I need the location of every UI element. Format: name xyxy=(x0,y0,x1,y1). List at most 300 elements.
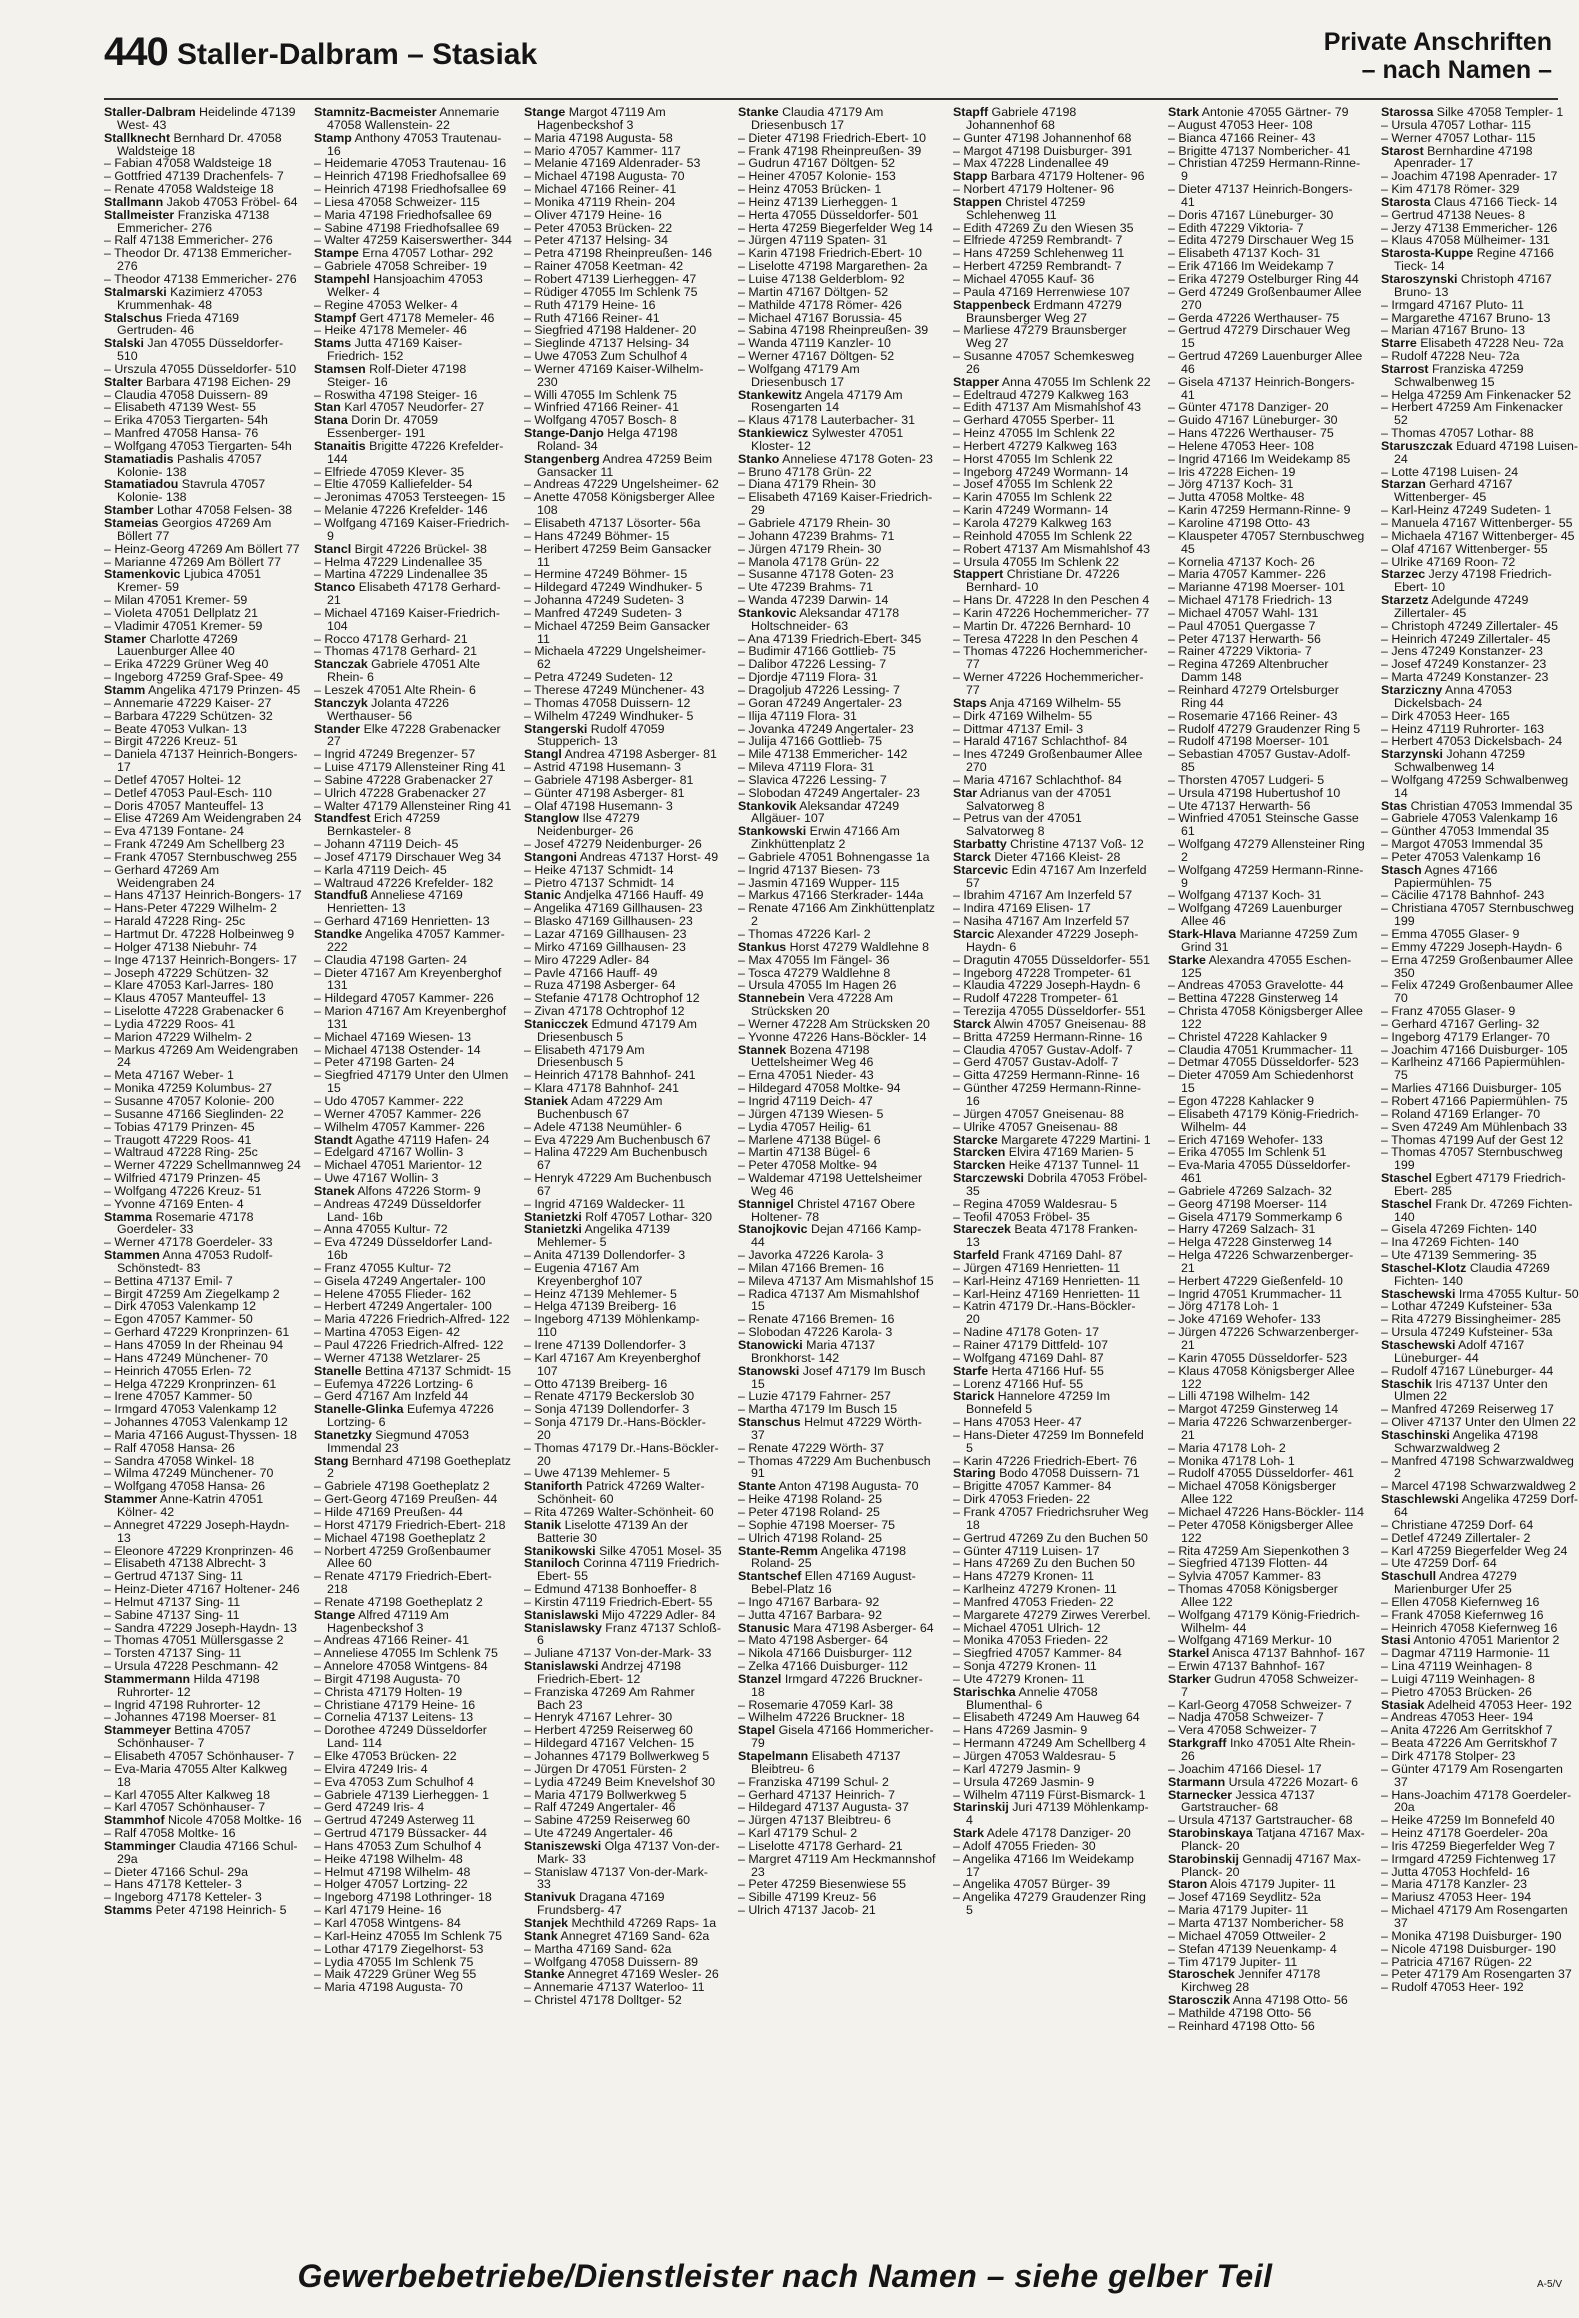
directory-entry: – Walter 47179 Allensteiner Ring 41 xyxy=(314,798,512,813)
directory-entry: – Herta 47055 Düsseldorfer- 501 xyxy=(738,207,919,222)
directory-entry: – Renate 47179 Friedrich-Ebert- 218 xyxy=(314,1569,492,1597)
directory-entry: – Elisabeth 47169 Kaiser-Friedrich- 29 xyxy=(738,490,933,518)
directory-entry: Stanislawski Mijo 47229 Adler- 84 xyxy=(524,1607,716,1622)
directory-entry: Stamsen Rolf-Dieter 47198 Steiger- 16 xyxy=(314,361,467,389)
directory-entry: – Helene 47053 Heer- 108 xyxy=(1168,438,1315,453)
surname: Stanzel xyxy=(738,1671,782,1686)
directory-entry: – Joachim 47166 Diesel- 17 xyxy=(1168,1761,1322,1776)
directory-entry: – Nadine 47178 Goten- 17 xyxy=(953,1325,1100,1340)
directory-entry: Stanusic Mara 47198 Asberger- 64 xyxy=(738,1620,934,1635)
directory-entry: – Blasko 47169 Gillhausen- 23 xyxy=(524,914,693,929)
directory-entry: – Ingrid 47137 Biesen- 73 xyxy=(738,862,880,877)
directory-entry: Stanislawsky Franz 47137 Schloß- 6 xyxy=(524,1620,721,1648)
directory-entry: – Cornelia 47137 Leitens- 13 xyxy=(314,1710,474,1725)
directory-entry: Stanietzki Rolf 47057 Lothar- 320 xyxy=(524,1209,713,1224)
surname: Stanik xyxy=(524,1517,562,1532)
directory-entry: – Gertrud 47138 Neues- 8 xyxy=(1381,207,1525,222)
surname: Starcic xyxy=(953,927,995,941)
directory-entry: – Ingo 47167 Barbara- 92 xyxy=(738,1594,880,1609)
directory-entry: – Angelika 47057 Bürger- 39 xyxy=(953,1877,1111,1892)
directory-entry: Stalmarski Kazimierz 47053 Krummenhak- 48 xyxy=(104,284,263,312)
surname: Stammhof xyxy=(104,1813,165,1828)
directory-entry: Stark-Hlava Marianne 47259 Zum Grind 31 xyxy=(1168,927,1358,954)
directory-entry: – Dirk 47178 Stolper- 23 xyxy=(1381,1749,1516,1763)
directory-entry: – Vera 47058 Schweizer- 7 xyxy=(1168,1723,1317,1738)
surname: Stanczyk xyxy=(314,695,368,710)
directory-entry: – Eva-Maria 47055 Düsseldorfer- 461 xyxy=(1168,1158,1351,1186)
directory-entry: Stange Margot 47119 Am Hagenbeckshof 3 xyxy=(524,105,666,132)
directory-entry: – Brigitte 47137 Nombericher- 41 xyxy=(1168,143,1351,158)
directory-entry: Starfeld Frank 47169 Dahl- 87 xyxy=(953,1248,1123,1263)
directory-entry: – Max 47055 Im Fängel- 36 xyxy=(738,952,890,967)
directory-entry: – Frank 47057 Sternbuschweg 255 xyxy=(104,849,297,864)
directory-entry: – Sabine 47259 Reiserweg 60 xyxy=(524,1813,691,1828)
directory-entry: Starczewski Dobrila 47053 Fröbel- 35 xyxy=(953,1171,1148,1198)
directory-entry: – Anita 47139 Dollendorfer- 3 xyxy=(524,1248,686,1263)
surname: Starfe xyxy=(953,1363,989,1378)
directory-entry: – Joke 47169 Wehofer- 133 xyxy=(1168,1312,1321,1327)
directory-entry: Stange-Danjo Helga 47198 Roland- 34 xyxy=(524,426,678,453)
surname: Stangenberg xyxy=(524,451,600,466)
directory-entry: – Ingeborg 47249 Wormann- 14 xyxy=(953,464,1129,479)
surname: Stas xyxy=(1381,798,1408,813)
directory-entry: – Gudrun 47167 Döltgen- 52 xyxy=(738,156,896,171)
directory-entry: – Peter 47198 Garten- 24 xyxy=(314,1055,455,1070)
directory-entry: – Irmgard 47167 Pluto- 11 xyxy=(1381,297,1525,312)
directory-entry: – Urszula 47055 Düsseldorfer- 510 xyxy=(104,361,297,376)
directory-entry: – Angelika 47166 Im Weidekamp 17 xyxy=(953,1851,1134,1879)
directory-entry: – Thomas 47226 Karl- 2 xyxy=(738,927,871,941)
directory-entry: – Mathilde 47178 Römer- 426 xyxy=(738,297,902,312)
directory-entry: – Budimir 47166 Gottlieb- 75 xyxy=(738,644,896,659)
directory-entry: – Holger 47138 Niebuhr- 74 xyxy=(104,939,257,954)
directory-entry: – Zelka 47166 Duisburger- 112 xyxy=(738,1659,908,1674)
directory-entry: – Patricia 47167 Rügen- 22 xyxy=(1381,1954,1532,1969)
directory-entry: – Peter 47058 Moltke- 94 xyxy=(738,1158,878,1173)
directory-entry: Staschel-Klotz Claudia 47269 Fichten- 140 xyxy=(1381,1260,1550,1288)
directory-entry: – Peter 47053 Brücken- 22 xyxy=(524,220,673,235)
directory-entry: – Pavle 47166 Hauff- 49 xyxy=(524,965,658,980)
surname: Stapel xyxy=(738,1723,776,1738)
directory-entry: – Hildegard 47057 Kammer- 226 xyxy=(314,991,494,1006)
directory-entry: – Melanie 47226 Krefelder- 146 xyxy=(314,503,488,518)
directory-entry: – Helga 47226 Schwarzenberger- 21 xyxy=(1168,1248,1354,1275)
directory-entry: – Ellen 47058 Kiefernweg 16 xyxy=(1381,1594,1540,1609)
directory-entry: – Peter 47137 Herwarth- 56 xyxy=(1168,631,1321,646)
surname: Starre xyxy=(1381,336,1417,351)
surname: Starck xyxy=(953,1016,991,1031)
directory-entry: – Hildegard 47167 Velchen- 15 xyxy=(524,1736,695,1751)
directory-entry: – Wolfgang 47169 Merkur- 10 xyxy=(1168,1633,1332,1648)
directory-entry: – Hilde 47169 Preußen- 44 xyxy=(314,1504,463,1519)
directory-entry: Starbatty Christine 47137 Voß- 12 xyxy=(953,837,1144,852)
surname: Stanko xyxy=(738,451,780,466)
directory-entry: – Klaus 47058 Königsberger Allee 122 xyxy=(1168,1363,1355,1391)
page-number: 440 xyxy=(104,30,168,74)
surname: Starosta xyxy=(1381,194,1431,209)
directory-entry: – Werner 47228 Am Strücksken 20 xyxy=(738,1016,930,1031)
directory-entry: – Thomas 47051 Müllersgasse 2 xyxy=(104,1633,284,1648)
directory-entry: – Karl-Heinz 47169 Henrietten- 11 xyxy=(953,1286,1141,1301)
directory-entry: Stallmeister Franziska 47138 Emmericher- 276 xyxy=(104,207,270,235)
directory-entry: – Milan 47166 Bremen- 16 xyxy=(738,1260,885,1275)
surname: Stappenbeck xyxy=(953,297,1031,312)
directory-entry: – Melanie 47169 Aldenrader- 53 xyxy=(524,156,701,171)
directory-entry: – Gisela 47137 Heinrich-Bongers- 41 xyxy=(1168,374,1355,402)
surname: Stankus xyxy=(738,939,787,954)
directory-entry: – Detlef 47053 Paul-Esch- 110 xyxy=(104,785,272,800)
directory-entry: – Jürgen 47139 Wiesen- 5 xyxy=(738,1106,884,1121)
directory-entry: – Peter 47137 Helsing- 34 xyxy=(524,233,668,248)
directory-entry: – Marian 47167 Bruno- 13 xyxy=(1381,323,1525,338)
directory-entry: – Wilhelm 47057 Kammer- 226 xyxy=(314,1119,485,1134)
surname: Standt xyxy=(314,1132,353,1147)
directory-entry: Stasiak Adelheid 47053 Heer- 192 xyxy=(1381,1697,1572,1712)
directory-entry: Starosta Claus 47166 Tieck- 14 xyxy=(1381,194,1558,209)
directory-entry: Stanek Alfons 47226 Storm- 9 xyxy=(314,1183,481,1198)
directory-entry: – Hans 47279 Kronen- 11 xyxy=(953,1569,1094,1584)
directory-entry: – Thomas 47058 Königsberger Allee 122 xyxy=(1168,1582,1338,1609)
directory-entry: Starzan Gerhard 47167 Wittenberger- 45 xyxy=(1381,477,1513,505)
directory-entry: Staroschek Jennifer 47178 Kirchweg 28 xyxy=(1168,1967,1321,1995)
directory-entry: Staschel Frank Dr. 47269 Fichten- 140 xyxy=(1381,1196,1573,1224)
surname: Stang xyxy=(314,1453,349,1468)
surname: Starobinskaya xyxy=(1168,1826,1253,1841)
directory-entry: – Ursula 47137 Gartstraucher- 68 xyxy=(1168,1813,1353,1828)
directory-entry: – Irene 47057 Kammer- 50 xyxy=(104,1389,253,1404)
directory-entry: Stank Annegret 47169 Sand- 62a xyxy=(524,1928,710,1943)
directory-entry: Starzec Jerzy 47198 Friedrich-Ebert- 10 xyxy=(1381,567,1552,595)
directory-entry: – Claudia 47051 Krummacher- 11 xyxy=(1168,1042,1354,1057)
directory-entry: – Angelika 47169 Gillhausen- 23 xyxy=(524,901,703,916)
directory-columns xyxy=(104,105,1579,2246)
surname: Stamer xyxy=(104,631,147,646)
surname: Stameias xyxy=(104,516,159,530)
directory-entry: – Karin 47055 Im Schlenk 22 xyxy=(953,490,1113,505)
directory-entry: – Sandra 47229 Joseph-Haydn- 13 xyxy=(104,1620,297,1635)
directory-entry: – Birgit 47226 Kreuz- 51 xyxy=(104,734,238,749)
directory-entry: – Eva 47053 Zum Schulhof 4 xyxy=(314,1774,474,1789)
directory-entry: – Uwe 47167 Wollin- 3 xyxy=(314,1171,439,1186)
directory-entry: – Mato 47198 Asberger- 64 xyxy=(738,1633,889,1648)
directory-entry: – Monika 47119 Rhein- 204 xyxy=(524,194,676,209)
directory-entry: – Wolfgang 47058 Hansa- 26 xyxy=(104,1479,265,1494)
directory-entry: Starcic Alexander 47229 Joseph-Haydn- 6 xyxy=(953,927,1139,954)
directory-entry: – Ute 47137 Herwarth- 56 xyxy=(1168,798,1311,813)
directory-entry: – Manfred 47053 Frieden- 22 xyxy=(953,1594,1114,1609)
directory-entry: Stamma Rosemarie 47178 Goerdeler- 33 xyxy=(104,1209,254,1237)
directory-entry: – Elisabeth 47138 Albrecht- 3 xyxy=(104,1556,266,1571)
directory-entry: – Bruno 47178 Grün- 22 xyxy=(738,464,872,479)
surname: Stange-Danjo xyxy=(524,426,604,441)
directory-entry: – Gitta 47259 Hermann-Rinne- 16 xyxy=(953,1068,1140,1083)
directory-entry: – Monika 47259 Kolumbus- 27 xyxy=(104,1081,273,1096)
directory-entry: – Detlef 47249 Zillertaler- 2 xyxy=(1381,1530,1531,1545)
surname: Stammeyer xyxy=(104,1723,171,1738)
directory-entry: – Hildegard 47137 Augusta- 37 xyxy=(738,1800,909,1815)
directory-entry: – Dirk 47053 Frieden- 22 xyxy=(953,1492,1091,1507)
directory-entry: – Michael 47178 Friedrich- 13 xyxy=(1168,593,1332,608)
directory-entry: – Sebastian 47057 Gustav-Adolf- 85 xyxy=(1168,747,1351,775)
directory-entry: – Ina 47269 Fichten- 140 xyxy=(1381,1235,1519,1250)
surname: Stanivuk xyxy=(524,1890,576,1905)
directory-entry: – Edeltraud 47279 Kalkweg 163 xyxy=(953,387,1129,402)
directory-entry: – Lina 47119 Weinhagen- 8 xyxy=(1381,1659,1533,1674)
directory-entry: – Thomas 47057 Sternbuschweg 199 xyxy=(1381,1145,1563,1173)
directory-entry: – Michael 47051 Marientor- 12 xyxy=(314,1158,483,1173)
directory-entry: – Werner 47226 Hochemmericher- 77 xyxy=(953,670,1144,697)
directory-entry: – Claudia 47198 Garten- 24 xyxy=(314,952,467,967)
surname: Stalski xyxy=(104,336,144,351)
directory-entry: – Klaus 47178 Lauterbacher- 31 xyxy=(738,413,916,428)
directory-entry: – Elke 47053 Brücken- 22 xyxy=(314,1749,457,1763)
surname: Stamminger xyxy=(104,1838,176,1853)
directory-entry: – Pietro 47137 Schmidt- 14 xyxy=(524,875,675,890)
directory-entry: Stams Jutta 47169 Kaiser-Friedrich- 152 xyxy=(314,336,463,364)
directory-entry: – Michael 47169 Wiesen- 13 xyxy=(314,1029,472,1044)
directory-entry: – Bettina 47137 Emil- 7 xyxy=(104,1273,233,1288)
directory-entry: – Heike 47137 Schmidt- 14 xyxy=(524,862,674,877)
directory-entry: – Gisela 47249 Angertaler- 100 xyxy=(314,1273,486,1288)
directory-entry: Stanczyk Jolanta 47226 Werthauser- 56 xyxy=(314,695,450,723)
directory-entry: – Susanne 47178 Goten- 23 xyxy=(738,567,894,582)
surname: Stanikowski xyxy=(524,1543,596,1558)
directory-entry: Starinskij Juri 47139 Möhlenkamp- 4 xyxy=(953,1800,1149,1828)
directory-entry: – Walter 47259 Kaiserswerther- 344 xyxy=(314,233,512,248)
directory-entry: – Stefanie 47178 Ochtrophof 12 xyxy=(524,991,700,1006)
directory-entry: – Petrus van der 47051 Salvatorweg 8 xyxy=(953,811,1082,839)
directory-entry: – Helga 47139 Breiberg- 16 xyxy=(524,1299,677,1314)
directory-entry: Stankovic Aleksandar 47178 Holtschneider- 63 xyxy=(738,605,900,633)
directory-entry: – Sieglinde 47137 Helsing- 34 xyxy=(524,336,690,351)
directory-entry: Stamatiadou Stavrula 47057 Kolonie- 138 xyxy=(104,477,266,505)
directory-entry: – Nikola 47166 Duisburger- 112 xyxy=(738,1646,913,1661)
directory-entry: – Theodor 47138 Emmericher- 276 xyxy=(104,271,297,286)
directory-entry: – Ulrike 47169 Roon- 72 xyxy=(1381,554,1516,569)
directory-entry: – Wolfgang 47279 Allensteiner Ring 2 xyxy=(1168,837,1365,864)
directory-entry: – Renate 47166 Am Zinkhüttenplatz 2 xyxy=(738,901,936,929)
directory-entry: – Hans 47226 Werthauser- 75 xyxy=(1168,426,1334,441)
surname: Stasi xyxy=(1381,1633,1411,1648)
directory-entry: – Heidemarie 47053 Trautenau- 16 xyxy=(314,156,507,171)
directory-entry: – Tim 47179 Jupiter- 11 xyxy=(1168,1954,1298,1969)
directory-entry: Stanglow Ilse 47279 Neidenburger- 26 xyxy=(524,811,640,839)
directory-entry: – Anneliese 47055 Im Schlenk 75 xyxy=(314,1646,498,1661)
directory-entry: – Herbert 47229 Gießenfeld- 10 xyxy=(1168,1273,1343,1288)
directory-entry: – Gottfried 47139 Drachenfels- 7 xyxy=(104,169,284,184)
directory-entry: – Rudolf 47167 Lüneburger- 44 xyxy=(1381,1363,1554,1378)
directory-entry: – Edita 47279 Dirschauer Weg 15 xyxy=(1168,233,1354,248)
directory-entry: – Manfred 47198 Schwarzwaldweg 2 xyxy=(1381,1453,1574,1481)
surname: Staschull xyxy=(1381,1569,1437,1584)
directory-entry: Stante-Remm Angelika 47198 Roland- 25 xyxy=(738,1543,907,1571)
directory-entry: – Karoline 47198 Otto- 43 xyxy=(1168,516,1310,530)
surname: Starczewski xyxy=(953,1171,1024,1186)
directory-entry: Stalski Jan 47055 Düsseldorfer- 510 xyxy=(104,336,284,364)
directory-entry: – Werner 47057 Kammer- 226 xyxy=(314,1106,482,1121)
directory-entry: Stangerski Rudolf 47059 Stupperich- 13 xyxy=(524,721,665,749)
directory-entry: – Hermine 47249 Böhmer- 15 xyxy=(524,567,688,582)
directory-entry: – Wolfgang 47169 Kaiser-Friedrich- 9 xyxy=(314,516,510,543)
directory-entry: – Markus 47166 Sterkrader- 144a xyxy=(738,888,924,903)
directory-entry: Starck Dieter 47166 Kleist- 28 xyxy=(953,849,1121,864)
directory-entry: – Elisabeth 47179 König-Friedrich-Wilhelm- 44 xyxy=(1168,1106,1359,1134)
directory-entry: – Josef 47179 Dirschauer Weg 34 xyxy=(314,849,502,864)
directory-entry: Starziczny Anna 47053 Dickelsbach- 24 xyxy=(1381,682,1512,710)
surname: Stanietzki xyxy=(524,1222,582,1237)
directory-entry: – Edith 47269 Zu den Wiesen 35 xyxy=(953,220,1134,235)
directory-entry: – Joachim 47166 Duisburger- 105 xyxy=(1381,1042,1568,1057)
directory-entry: Stankowski Erwin 47166 Am Zinkhüttenplatz 2 xyxy=(738,824,900,852)
directory-entry: – Gerda 47226 Werthauser- 75 xyxy=(1168,310,1340,325)
directory-entry: Stampehl Hansjoachim 47053 Welker- 4 xyxy=(314,271,483,299)
directory-entry: – Slobodan 47226 Karola- 3 xyxy=(738,1325,893,1340)
directory-entry: Starick Hannelore 47259 Im Bonnefeld 5 xyxy=(953,1389,1111,1417)
directory-entry: – Harald 47228 Ring- 25c xyxy=(104,914,246,929)
directory-entry: – Reinhard 47279 Ortelsburger Ring 44 xyxy=(1168,682,1339,710)
directory-entry: – Jasmin 47169 Wupper- 115 xyxy=(738,875,900,890)
directory-entry: – Mileva 47119 Flora- 31 xyxy=(738,760,875,775)
directory-entry: – Gabriele 47198 Goetheplatz 2 xyxy=(314,1479,490,1494)
surname: Stareczek xyxy=(953,1222,1011,1237)
directory-entry: – Marion 47229 Wilhelm- 2 xyxy=(104,1029,253,1044)
directory-entry: – Georg 47198 Moerser- 114 xyxy=(1168,1196,1327,1211)
surname: Stasch xyxy=(1381,862,1422,877)
surname: Stanislawski xyxy=(524,1607,599,1622)
directory-entry: – Waltraud 47226 Krefelder- 182 xyxy=(314,875,494,890)
directory-entry: – Heinrich 47198 Friedhofsallee 69 xyxy=(314,182,507,197)
directory-entry: – Pietro 47053 Brücken- 26 xyxy=(1381,1684,1532,1699)
directory-entry: – Michael 47198 Augusta- 70 xyxy=(524,169,685,184)
directory-entry: Staschewski Irma 47055 Kultur- 50 xyxy=(1381,1286,1579,1301)
directory-entry: – Karl 47167 Am Kreyenberghof 107 xyxy=(524,1350,701,1378)
surname: Staschel xyxy=(1381,1171,1432,1186)
directory-entry: – Peter 47058 Königsberger Allee 122 xyxy=(1168,1517,1354,1545)
directory-entry: Staron Alois 47179 Jupiter- 11 xyxy=(1168,1877,1336,1892)
directory-entry: – Wilhelm 47119 Fürst-Bismarck- 1 xyxy=(953,1787,1146,1802)
directory-entry: – Herbert 47279 Kalkweg 163 xyxy=(953,438,1117,453)
directory-entry: – Annemarie 47137 Waterloo- 11 xyxy=(524,1980,705,1995)
directory-entry: – Joseph 47229 Schützen- 32 xyxy=(104,965,269,980)
directory-entry: – Günter 47119 Luisen- 17 xyxy=(953,1543,1100,1558)
surname: Starcken xyxy=(953,1158,1006,1173)
directory-entry: – Daniela 47137 Heinrich-Bongers- 17 xyxy=(104,747,298,775)
directory-entry: – Jörg 47137 Koch- 31 xyxy=(1168,477,1294,492)
directory-entry: – Helga 47228 Ginsterweg 14 xyxy=(1168,1235,1332,1250)
directory-column-4 xyxy=(738,106,936,2246)
directory-entry: – Dieter 47166 Schul- 29a xyxy=(104,1864,248,1879)
directory-entry: – Udo 47057 Kammer- 222 xyxy=(314,1093,464,1108)
directory-entry: – Klara 47178 Bahnhof- 241 xyxy=(524,1081,680,1096)
directory-entry: Starcken Elvira 47169 Marien- 5 xyxy=(953,1145,1134,1160)
directory-entry: Stanzel Irmgard 47226 Bruckner- 18 xyxy=(738,1671,923,1699)
surname: Stapper xyxy=(953,374,1000,389)
surname: Stanco xyxy=(314,580,356,595)
directory-entry: – Jovanka 47249 Angertaler- 23 xyxy=(738,721,914,736)
directory-entry: Stalter Barbara 47198 Eichen- 29 xyxy=(104,374,291,389)
directory-entry: – Djordje 47119 Flora- 31 xyxy=(738,670,878,685)
directory-entry: – Martin 47167 Döltgen- 52 xyxy=(738,284,889,299)
directory-entry: – Elisabeth 47179 Am Driesenbusch 5 xyxy=(524,1042,645,1070)
directory-entry: – Renate 47058 Waldsteige 18 xyxy=(104,182,274,197)
directory-entry: Standke Angelika 47057 Kammer- 222 xyxy=(314,927,505,954)
directory-entry: – Wanda 47119 Kanzler- 10 xyxy=(738,336,891,351)
directory-entry: – Reinhold 47055 Im Schlenk 22 xyxy=(953,528,1133,543)
surname: Stamatiadis xyxy=(104,451,174,466)
directory-entry: – Lilli 47198 Wilhelm- 142 xyxy=(1168,1389,1310,1404)
directory-entry: – Ute 47279 Kronen- 11 xyxy=(953,1671,1085,1686)
surname: Stander xyxy=(314,721,361,736)
directory-entry: – Monika 47178 Loh- 1 xyxy=(1168,1453,1295,1468)
directory-entry: Stander Elke 47228 Grabenacker 27 xyxy=(314,721,501,749)
directory-entry: – Rosemarie 47166 Reiner- 43 xyxy=(1168,708,1338,723)
directory-entry: – Jürgen 47057 Gneisenau- 88 xyxy=(953,1106,1124,1121)
surname: Star xyxy=(953,785,978,800)
directory-entry: – Meta 47167 Weber- 1 xyxy=(104,1068,234,1083)
directory-entry: Stas Christian 47053 Immendal 35 xyxy=(1381,798,1573,813)
directory-entry: Stappen Christel 47259 Schlehenweg 11 xyxy=(953,194,1086,222)
directory-entry: – Otto 47139 Breiberg- 16 xyxy=(524,1376,668,1391)
directory-entry: – Christa 47179 Holten- 19 xyxy=(314,1684,463,1699)
directory-entry: – Michael 47051 Ulrich- 12 xyxy=(953,1620,1101,1635)
directory-entry: – Hans-Dieter 47259 Im Bonnefeld 5 xyxy=(953,1427,1144,1455)
directory-entry: Stammen Anna 47053 Rudolf-Schönstedt- 83 xyxy=(104,1248,273,1275)
directory-entry: – Heinrich 47198 Friedhofsallee 69 xyxy=(314,169,507,184)
directory-entry: Stappert Christiane Dr. 47226 Bernhard- 10 xyxy=(953,567,1120,595)
directory-entry: – Rita 47259 Am Siepenkothen 3 xyxy=(1168,1543,1350,1558)
directory-entry: Stamminger Claudia 47166 Schul- 29a xyxy=(104,1838,298,1866)
directory-entry: – Gabriele 47269 Salzach- 32 xyxy=(1168,1183,1332,1198)
directory-entry: – Gertrud 47279 Dirschauer Weg 15 xyxy=(1168,323,1351,351)
directory-entry: – Günter 47178 Danziger- 20 xyxy=(1168,400,1329,415)
directory-entry: – Christa 47058 Königsberger Allee 122 xyxy=(1168,1004,1363,1031)
surname: Starinskij xyxy=(953,1800,1009,1815)
directory-entry: – Heinz-Georg 47269 Am Böllert 77 xyxy=(104,541,300,556)
directory-entry: – Maria 47179 Bollwerkweg 5 xyxy=(524,1787,687,1802)
directory-entry: – Edith 47137 Am Mismahlshof 43 xyxy=(953,400,1142,415)
surname: Staschel xyxy=(1381,1196,1432,1211)
surname: Starosczik xyxy=(1168,1993,1230,2008)
directory-entry: – Doris 47057 Manteuffel- 13 xyxy=(104,798,264,813)
directory-entry: – Günther 47259 Hermann-Rinne- 16 xyxy=(953,1081,1142,1108)
directory-entry: – Werner 47057 Lothar- 115 xyxy=(1381,130,1536,145)
directory-entry: – Christel 47228 Kahlacker 9 xyxy=(1168,1029,1328,1044)
directory-entry: – Rudolf 47053 Heer- 192 xyxy=(1381,1980,1524,1995)
directory-entry: – Ralf 47138 Emmericher- 276 xyxy=(104,233,273,248)
directory-entry: – Paul 47226 Friedrich-Alfred- 122 xyxy=(314,1338,504,1352)
directory-entry: Starrost Franziska 47259 Schwalbenweg 15 xyxy=(1381,361,1524,389)
directory-entry: – Werner 47138 Wetzlarer- 25 xyxy=(314,1350,481,1365)
directory-entry: – Wolfgang 47259 Hermann-Rinne- 9 xyxy=(1168,862,1364,890)
directory-entry: Starfe Herta 47166 Huf- 55 xyxy=(953,1363,1104,1378)
directory-entry: – Regina 47059 Waldesrau- 5 xyxy=(953,1196,1118,1211)
directory-entry: – Lydia 47249 Beim Knevelshof 30 xyxy=(524,1774,716,1789)
directory-entry: – Gabriele 47051 Bohnengasse 1a xyxy=(738,849,930,864)
surname: Starker xyxy=(1168,1671,1211,1686)
directory-entry: – Winfried 47166 Reiner- 41 xyxy=(524,400,679,415)
directory-entry: – Wanda 47239 Darwin- 14 xyxy=(738,593,889,608)
directory-entry: – Mirko 47169 Gillhausen- 23 xyxy=(524,939,686,954)
directory-entry: – Hermann 47249 Am Schellberg 4 xyxy=(953,1736,1146,1751)
directory-entry: – Manfred 47058 Hansa- 76 xyxy=(104,426,259,441)
directory-entry: – Ursula 47055 Im Schlenk 22 xyxy=(953,554,1119,569)
directory-entry: Starost Bernhardine 47198 Apenrader- 17 xyxy=(1381,143,1533,171)
directory-entry: – Ralf 47058 Hansa- 26 xyxy=(104,1440,235,1455)
directory-entry: – Christiane 47259 Dorf- 64 xyxy=(1381,1517,1534,1532)
directory-entry: Stan Karl 47057 Neudorfer- 27 xyxy=(314,400,485,415)
directory-entry: Stallmann Jakob 47053 Fröbel- 64 xyxy=(104,194,298,209)
directory-entry: Stanetzky Siegmund 47053 Immendal 23 xyxy=(314,1427,469,1455)
